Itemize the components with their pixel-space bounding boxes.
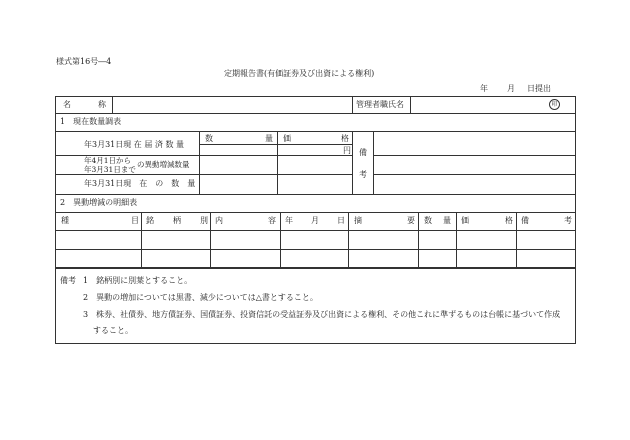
hdr-qty-a: 数 [424,216,432,225]
row-change-quantity: の異動増減数量 [137,160,190,169]
section2-title: 2 異動増減の明細表 [60,198,138,207]
price-header-2: 格 [341,134,349,143]
manager-label: 管理者職氏名 [356,100,404,109]
row-change-from: 年4月1日から [84,156,132,165]
hdr-remarks-b: 考 [564,216,572,225]
row-current-quantity: 年3月31日現 在 の 数 量 [84,179,196,188]
section1-title: 1 現在数量調表 [60,117,122,126]
hdr-type-b: 目 [131,216,139,225]
hdr-date-d: 日 [337,216,345,225]
hdr-date-y: 年 [285,216,293,225]
hdr-summary-b: 要 [407,216,415,225]
hdr-content-a: 内 [215,216,223,225]
hdr-qty-b: 量 [443,216,451,225]
note-2: 2 異動の増加については黒書、減少については△書とすること。 [83,293,318,302]
seal-icon: 印 [549,99,560,110]
hdr-summary-a: 摘 [354,216,362,225]
name-label-1: 名 [63,100,71,109]
date-submitted: 日提出 [527,84,551,93]
notes-heading: 備考 [60,276,76,285]
row-change-to: 年3月31日まで [84,165,136,174]
remarks-label-1: 備 [359,148,367,157]
date-year: 年 [480,84,488,93]
hdr-price-a: 価 [461,216,469,225]
form-title: 定期報告書(有価証券及び出資による権利) [224,69,375,78]
note-3-cont: すること。 [93,326,133,335]
hdr-issue-a: 銘 [146,216,154,225]
yen-unit: 円 [343,146,351,155]
quantity-header-1: 数 [205,134,213,143]
date-month: 月 [507,84,515,93]
hdr-content-b: 容 [268,216,276,225]
price-header-1: 価 [283,134,291,143]
name-label-2: 称 [98,100,106,109]
remarks-label-2: 考 [359,170,367,179]
quantity-header-2: 量 [265,134,273,143]
name-field[interactable] [114,97,351,112]
row-registered-quantity: 年3月31日現 在 届 済 数 量 [84,140,184,149]
hdr-date-m: 月 [311,216,319,225]
note-1: 1 銘柄別に別葉とすること。 [83,276,193,285]
hdr-price-b: 格 [505,216,513,225]
form-number: 様式第16号―4 [56,57,112,66]
hdr-type-a: 種 [61,216,69,225]
hdr-issue-m: 柄 [173,216,181,225]
manager-field[interactable] [412,97,542,112]
hdr-issue-b: 別 [200,216,208,225]
hdr-remarks-a: 備 [521,216,529,225]
note-3: 3 株券、社債券、地方債証券、国債証券、投資信託の受益証券及び出資による権利、その他これに準ずるものは台帳に基づいて作成 [83,310,561,319]
